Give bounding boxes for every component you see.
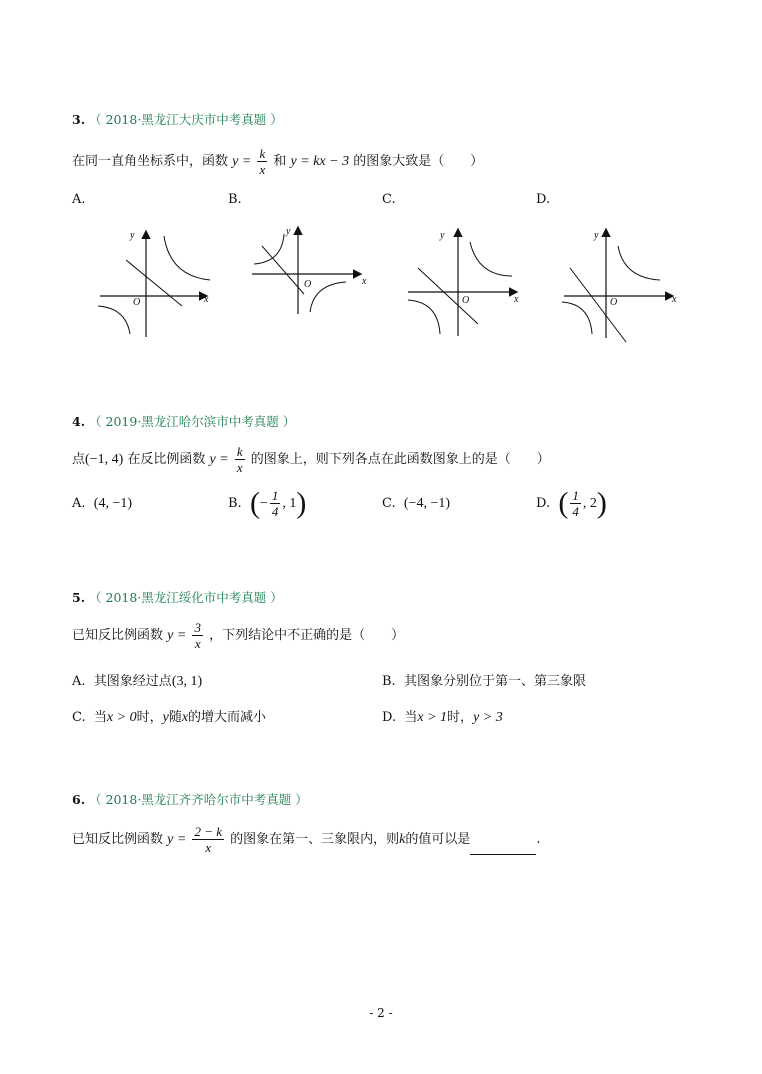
q3-stem-suffix: 的图象大致是（ ） — [353, 154, 484, 169]
q5-option-a[interactable] — [72, 670, 202, 690]
q6-number: 6. — [72, 792, 86, 807]
q6-stem-b: 的图象在第一、三象限内，则 — [230, 832, 400, 847]
hyperbola-branch-q4 — [310, 282, 346, 312]
q5-option-c-b: 时， — [136, 710, 163, 725]
q3-number: 3. — [72, 112, 86, 127]
q3-eq1-lhs: y = — [232, 154, 252, 169]
q4-option-c-value: (−4, −1) — [403, 496, 451, 511]
q6-frac-num: 2 − k — [194, 824, 223, 839]
q5-option-c[interactable] — [72, 706, 266, 726]
q4-option-d[interactable] — [536, 488, 607, 519]
q3-source: （ 2018·黑龙江大庆市中考真题 ） — [89, 112, 283, 127]
page-number: - 2 - — [369, 1006, 393, 1020]
q6-frac — [192, 824, 224, 855]
q4-option-b-label: B. — [228, 496, 242, 511]
q3-graph-c[interactable] — [404, 222, 534, 342]
q3-option-a-label[interactable]: A. — [72, 192, 86, 207]
y-axis-label: y — [594, 230, 599, 241]
q5-number: 5. — [72, 590, 86, 605]
q3-frac1-den: x — [259, 162, 266, 177]
q6-k: k — [399, 832, 406, 847]
q4-stem-a: 点 — [72, 452, 86, 467]
q4-option-d-den: 4 — [572, 504, 579, 519]
hyperbola-branch-q1 — [164, 236, 210, 280]
q4-point: (−1, 4) — [85, 452, 124, 467]
q5-stem-b: ，下列结论中不正确的是（ ） — [209, 628, 405, 643]
origin-label: O — [462, 295, 470, 306]
q5-option-c-a: 当 — [93, 710, 107, 725]
q5-source: （ 2018·黑龙江绥化市中考真题 ） — [89, 590, 283, 605]
q4-frac-num: k — [236, 444, 243, 459]
q3-stem-prefix: 在同一直角坐标系中，函数 — [72, 154, 229, 169]
x-axis-label: x — [204, 294, 209, 305]
y-axis-label: y — [286, 226, 291, 237]
q4-stem-b: 在反比例函数 — [127, 452, 206, 467]
q3-stem — [72, 146, 483, 177]
hyperbola-branch-q1 — [470, 242, 512, 276]
q4-option-a[interactable] — [72, 496, 132, 512]
hyperbola-branch-q1 — [618, 246, 660, 280]
q6-frac-den: x — [205, 840, 212, 855]
q5-eq-lhs: y = — [167, 628, 187, 643]
q5-option-c-x: x — [181, 710, 189, 725]
q3-graph-a[interactable] — [90, 222, 220, 342]
q4-eq-lhs: y = — [209, 452, 229, 467]
x-axis-label: x — [672, 294, 677, 305]
q5-option-c-cond: x > 0 — [106, 710, 137, 725]
hyperbola-branch-q2 — [254, 234, 284, 264]
q5-option-b-label: B. — [382, 674, 396, 689]
q4-option-d-frac — [570, 488, 581, 519]
q3-frac1 — [257, 146, 267, 177]
q3-frac1-num: k — [259, 146, 266, 161]
q6-stem-a: 已知反比例函数 — [72, 832, 164, 847]
q6-stem — [72, 824, 541, 855]
q4-option-d-paren-open: ( — [558, 486, 569, 520]
q5-stem-a: 已知反比例函数 — [72, 628, 164, 643]
y-axis-label: y — [440, 230, 445, 241]
q5-option-d[interactable] — [382, 706, 503, 726]
line-graph — [570, 268, 626, 342]
q4-option-b[interactable] — [228, 488, 306, 519]
q6-source: （ 2018·黑龙江齐齐哈尔市中考真题 ） — [89, 792, 308, 807]
q4-option-c-label: C. — [382, 496, 396, 511]
q4-option-b-frac — [270, 488, 281, 519]
q5-option-a-label: A. — [72, 674, 86, 689]
q4-number: 4. — [72, 414, 86, 429]
q4-option-b-rest: , 1 — [282, 496, 297, 511]
q4-frac-den: x — [236, 460, 243, 475]
q5-option-c-d: 的增大而减小 — [188, 710, 267, 725]
q4-stem — [72, 444, 550, 475]
x-axis-label: x — [514, 294, 519, 305]
q5-option-a-point: (3, 1) — [171, 674, 203, 689]
q4-option-d-num: 1 — [572, 488, 579, 503]
q4-option-d-paren-close: ) — [596, 486, 607, 520]
origin-label: O — [133, 297, 141, 308]
q6-stem-end: . — [536, 832, 541, 847]
q5-option-d-b: 时， — [447, 710, 474, 725]
q3-option-b-label[interactable]: B. — [228, 192, 242, 207]
origin-label: O — [610, 297, 618, 308]
q3-graph-d[interactable] — [560, 222, 690, 348]
q6-stem-c: 的值可以是 — [405, 832, 471, 847]
q4-stem-c: 的图象上，则下列各点在此函数图象上的是（ ） — [250, 452, 550, 467]
hyperbola-branch-q3 — [562, 302, 592, 334]
q5-frac-num: 3 — [194, 620, 201, 635]
q4-option-b-paren-open: ( — [249, 486, 260, 520]
q4-frac — [235, 444, 245, 475]
q5-option-d-cond: x > 1 — [417, 710, 448, 725]
x-axis-label: x — [362, 276, 367, 287]
q4-option-d-rest: , 2 — [582, 496, 597, 511]
q4-option-b-num: 1 — [271, 488, 279, 503]
q4-source: （ 2019·黑龙江哈尔滨市中考真题 ） — [89, 414, 296, 429]
q4-option-b-sign: − — [259, 496, 268, 511]
q4-option-b-paren-close: ) — [296, 486, 307, 520]
q5-option-c-y: y — [162, 710, 169, 725]
q4-option-a-label: A. — [72, 496, 86, 511]
q6-answer-blank[interactable] — [470, 840, 536, 855]
q3-conj: 和 — [273, 154, 287, 169]
q6-header — [72, 790, 308, 808]
q3-eq2: y = kx − 3 — [290, 154, 350, 169]
q5-stem — [72, 620, 404, 651]
q3-option-c-label[interactable]: C. — [382, 192, 396, 207]
q5-frac-den: x — [194, 636, 201, 651]
y-axis-label: y — [130, 230, 135, 241]
q3-header — [72, 110, 283, 128]
q5-option-d-res: y > 3 — [473, 710, 503, 725]
q5-option-a-text: 其图象经过点 — [93, 674, 172, 689]
q5-frac — [192, 620, 203, 651]
q5-option-b[interactable] — [382, 670, 586, 689]
q4-option-b-den: 4 — [271, 504, 279, 519]
q5-option-b-text: 其图象分别位于第一、第三象限 — [403, 674, 586, 689]
q5-option-d-a: 当 — [404, 710, 418, 725]
origin-label: O — [304, 279, 312, 290]
hyperbola-branch-q3 — [98, 306, 130, 334]
q4-option-d-label: D. — [536, 496, 551, 511]
q5-option-c-label: C. — [72, 710, 86, 725]
q3-option-d-label[interactable]: D. — [536, 192, 551, 207]
q3-graph-b[interactable] — [248, 222, 378, 322]
q4-option-c[interactable] — [382, 496, 450, 512]
q4-header — [72, 412, 295, 430]
q5-header — [72, 588, 283, 606]
hyperbola-branch-q3 — [408, 300, 440, 334]
q6-eq-lhs: y = — [167, 832, 187, 847]
q5-option-c-c: 随 — [168, 710, 182, 725]
q5-option-d-label: D. — [382, 710, 397, 725]
q4-option-a-value: (4, −1) — [93, 496, 133, 511]
